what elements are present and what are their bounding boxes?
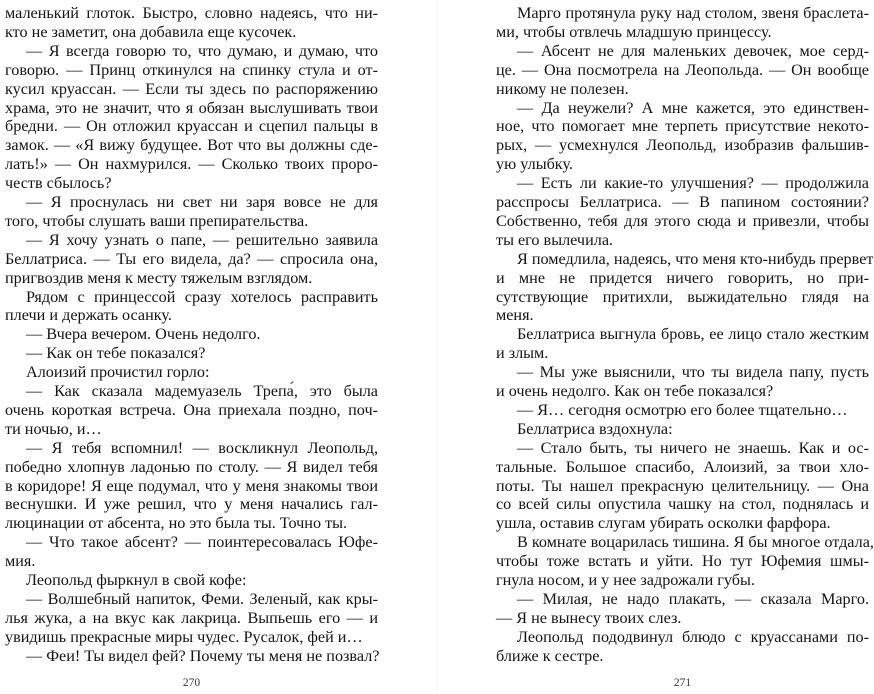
text-line: того, чтобы слушать ваши препирательства. [5,211,309,230]
text-line: — Я не вынесу твоих слез. [496,608,682,627]
text-line: говорю. — Принц откинулся на спинку стула и от- [5,60,378,79]
text-line: веснушки. И уже решил, что у меня начались гал- [5,495,378,514]
text-line: — Я… сегодня осмотрю его более тщательно… [517,400,848,419]
text-line: в коридоре! Я еще подумал, что у меня знакомы твои [5,476,378,495]
text-line: — Я проснулась ни свет ни заря вовсе не для [26,193,378,211]
text-line: Алоизий прочистил горло: [26,363,210,382]
text-line: лья жука, а на вкус как лакрица. Выпьешь его — и [5,608,378,627]
text-line: — Я тебя вспомнил! — воскликнул Леопольд, [26,438,378,457]
text-line: — Вчера вечером. Очень недолго. [26,325,261,344]
text-line: расспросы Беллатриса. — В папином состоянии? [496,193,869,211]
text-line: победно хлопнув ладонью по столу. — Я видел тебя [5,457,378,476]
text-line: пригвоздив меня к месту тяжелым взглядом. [5,268,313,287]
text-line: ты его вылечила. [496,230,614,249]
text-line: Беллатриса. — Ты его видела, да? — спросила она, [5,249,378,268]
text-line: це. — Она посмотрела на Леопольда. — Он вообще [496,60,869,79]
text-line: — Волшебный напиток, Феми. Зеленый, как кры- [26,589,378,608]
text-line: кусил круассан. — Если ты здесь по распоряжению [5,79,378,98]
text-line: — Я хочу узнать о папе, — решительно заявила [26,230,378,249]
text-line: Беллатриса вздохнула: [517,419,673,438]
text-line: — Я всегда говорю то, что думаю, и думаю, что [26,41,378,60]
text-line: маленький глоток. Быстро, словно надеясь, что ни- [5,4,378,22]
text-line: ую улыбку. [496,155,573,174]
text-line: Леопольд пододвинул блюдо с круассанами по- [517,627,869,646]
text-line: и злым. [496,344,549,363]
text-line: ное, что помогает мне терпеть присутствие некото- [496,117,869,136]
text-line: бредни. — Он отложил круассан и сцепил пальцы в [5,117,378,136]
text-line: Леопольд фыркнул в свой кофе: [26,571,247,589]
text-line: Беллатриса выгнула бровь, ее лицо стало жестким [517,325,869,344]
text-line: — Милая, не надо плакать, — сказала Марго. [517,589,869,608]
text-line: люцинации от абсента, но это была ты. Точно ты. [5,514,348,533]
text-line: Марго протянула руку над столом, звеня браслета- [517,4,869,22]
text-line: — Есть ли какие-то улучшения? — продолжила [517,174,869,193]
text-line: — Да неужели? А мне кажется, это единствен- [517,98,869,117]
text-line: ушла, оставив слугам убирать осколки фарфора. [496,514,831,533]
text-line: чтобы тоже встать и уйти. Но тут Юфемия шмы- [496,552,869,571]
page-number-left: 270 [182,677,201,689]
text-line: мия. [5,552,36,571]
text-line: — Стало быть, ты ничего не знаешь. Как и ос- [517,438,869,457]
text-line: ти ночью, и… [5,419,102,438]
text-line: тальные. Большое спасибо, Алоизий, за твои хло- [496,457,869,476]
text-line: Собственно, тебя для этого сюда и привезли, чтобы [496,211,869,230]
text-line: меня. [496,306,534,325]
text-line: — Как он тебе показался? [26,344,206,363]
text-line: плечи и держать осанку. [5,306,172,325]
page-number-right: 271 [673,677,692,689]
text-line: — Абсент не для маленьких девочек, мое серд- [517,41,869,60]
book-gutter [436,0,438,694]
text-line: честв сбылось? [5,174,112,193]
text-line: со всей силы опустила чашку на стол, поднялась и [496,495,869,514]
text-line: ми, чтобы отвлечь младшую принцессу. [496,22,772,41]
right-page [496,0,874,694]
text-line: поты. Ты нашел прекрасную целительницу. — Она [496,476,869,495]
text-line: В комнате воцарилась тишина. Я бы многое отдала, [517,533,874,552]
text-line: и мне не придется ничего говорить, но при- [496,268,869,287]
text-line: замок. — «Я вижу будущее. Вот что вы должны сде- [5,136,378,155]
text-line: очень короткая встреча. Она приехала поздно, поч- [5,400,378,419]
text-line: сутствующие притихли, выжидательно глядя на [496,287,869,306]
text-line: и очень недолго. Как он тебе показался? [496,382,774,400]
text-line: увидишь прекрасные миры чудес. Русалок, фей и… [5,627,363,646]
text-line: — Что такое абсент? — поинтересовалась Юфе- [26,533,378,552]
text-line: никому не полезен. [496,79,629,98]
text-line: ближе к сестре. [496,646,604,665]
text-line: храма, это не значит, что я обязан выслушивать твои [5,98,378,117]
text-line: рых, — усмехнулся Леопольд, изобразив фальшив- [496,136,869,155]
text-line: — Мы уже выяснили, что ты видела папу, пусть [517,363,869,382]
text-line: гнула носом, и у нее задрожали губы. [496,571,755,589]
text-line: лать!» — Он нахмурился. — Сколько твоих проро- [5,155,378,174]
text-line: — Как сказала мадемуазель Трепа́, это была [26,382,378,400]
left-page [5,0,378,694]
text-line: Я помедлила, надеясь, что меня кто-нибудь прервет [517,249,874,268]
text-line: — Феи! Ты видел фей? Почему ты меня не позвал? [26,646,380,665]
text-line: кто не заметит, она добавила еще кусочек. [5,22,297,41]
text-line: Рядом с принцессой сразу хотелось расправить [26,287,378,306]
